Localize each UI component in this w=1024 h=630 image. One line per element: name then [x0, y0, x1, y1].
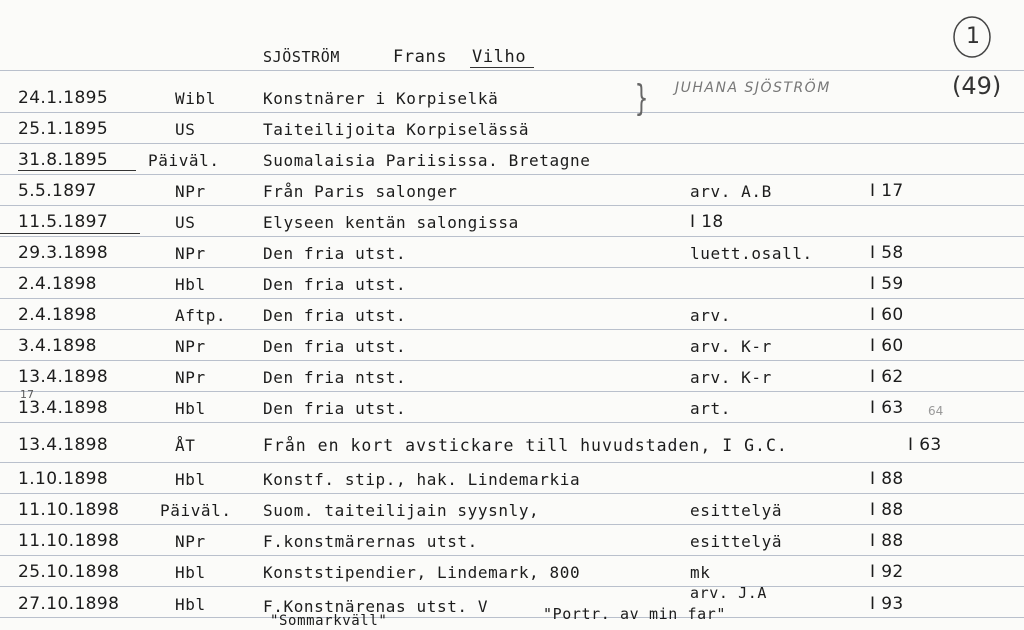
ruled-line — [0, 555, 1024, 556]
entry-title: Suom. taiteilijain syysnly, — [263, 501, 540, 520]
entry-paper: NPr — [175, 244, 206, 263]
circle-number: 1 — [966, 24, 980, 49]
entry-date: 11.10.1898 — [18, 531, 120, 551]
entry-note: esittelyä — [690, 501, 783, 520]
entry-note: arv. — [690, 306, 731, 325]
entry-title: Den fria utst. — [263, 275, 407, 294]
entry-title: Konststipendier, Lindemark, 800 — [263, 563, 581, 582]
entry-ref: I 88 — [870, 500, 904, 520]
entry-title: Den fria utst. — [263, 399, 407, 418]
entry-title: Suomalaisia Pariisissa. Bretagne — [263, 151, 591, 170]
entry-ref: I 92 — [870, 562, 904, 582]
entry-paper: US — [175, 213, 196, 232]
ruled-line — [0, 174, 1024, 175]
entry-paper: US — [175, 120, 196, 139]
ruled-line — [0, 422, 1024, 423]
ruled-line — [0, 524, 1024, 525]
entry-title: Taiteilijoita Korpiselässä — [263, 120, 530, 139]
entry-date: 3.4.1898 — [18, 336, 97, 356]
entry-date: 13.4.1898 — [18, 367, 109, 387]
ruled-line — [0, 391, 1024, 392]
entry-ref: I 59 — [870, 274, 904, 294]
entry-title: Elyseen kentän salongissa — [263, 213, 519, 232]
entry-title: Den fria utst. — [263, 306, 407, 325]
header-surname: SJÖSTRÖM — [263, 48, 341, 66]
continuation-left: "Sommarkväll" — [270, 613, 388, 629]
ruled-line — [0, 298, 1024, 299]
margin-brace: } — [634, 78, 649, 119]
entry-paper: Hbl — [175, 275, 206, 294]
ruled-line — [0, 493, 1024, 494]
entry-title: Den fria ntst. — [263, 368, 407, 387]
entry-paper: Hbl — [175, 563, 206, 582]
entry-date: 13.4.1898 — [18, 398, 109, 418]
ruled-line — [0, 112, 1024, 113]
entry-ref: I 62 — [870, 367, 904, 387]
entry-date: 13.4.1898 — [18, 435, 109, 455]
ruled-line — [0, 329, 1024, 330]
ruled-line — [0, 360, 1024, 361]
entry-title: Den fria utst. — [263, 337, 407, 356]
entry-date: 2.4.1898 — [18, 305, 97, 325]
handwritten-suffix: 64 — [928, 404, 944, 418]
entry-date: 29.3.1898 — [18, 243, 109, 263]
entry-paper: Aftp. — [175, 306, 227, 325]
entry-ref: I 58 — [870, 243, 904, 263]
entry-ref: I 93 — [870, 594, 904, 614]
entry-note: esittelyä — [690, 532, 783, 551]
entry-date: 11.5.1897 — [18, 212, 109, 232]
ruled-line — [0, 70, 1024, 71]
entry-date: 24.1.1895 — [18, 88, 109, 108]
paren-number: (49) — [952, 72, 1002, 100]
entry-note: arv. K-r — [690, 337, 772, 356]
entry-ref: I 60 — [870, 336, 904, 356]
entry-ref: I 88 — [870, 469, 904, 489]
header-given-name: Frans — [393, 47, 448, 67]
entry-paper: Hbl — [175, 470, 206, 489]
entry-paper: Päiväl. — [148, 151, 220, 170]
entry-note: arv. A.B — [690, 182, 772, 201]
name-underline — [470, 67, 534, 68]
ruled-line — [0, 267, 1024, 268]
entry-date: 2.4.1898 — [18, 274, 97, 294]
entry-paper: NPr — [175, 532, 206, 551]
entry-date: 1.10.1898 — [18, 469, 109, 489]
entry-date: 11.10.1898 — [18, 500, 120, 520]
entry-ref: I 63 — [908, 435, 942, 455]
handwritten-prefix: 17 — [20, 388, 34, 401]
entry-paper: NPr — [175, 368, 206, 387]
entry-paper: Päiväl. — [160, 501, 232, 520]
entry-paper: NPr — [175, 337, 206, 356]
entry-title: Konstnärer i Korpiselkä — [263, 89, 499, 108]
ruled-line — [0, 586, 1024, 587]
entry-paper: Hbl — [175, 399, 206, 418]
continuation-right: "Portr. av min far" — [543, 605, 726, 623]
entry-date: 5.5.1897 — [18, 181, 97, 201]
entry-note: mk — [690, 563, 711, 582]
ruled-line — [0, 143, 1024, 144]
entry-paper: ÅT — [175, 436, 196, 455]
entry-note: luett.osall. — [690, 244, 813, 263]
entry-note: arv. J.A — [690, 584, 768, 602]
margin-note-name: JUHANA SJÖSTRÖM — [675, 80, 831, 96]
entry-paper: Wibl — [175, 89, 216, 108]
ruled-line — [0, 617, 1024, 618]
ruled-line — [0, 205, 1024, 206]
entry-date: 31.8.1895 — [18, 150, 109, 170]
entry-note: arv. K-r — [690, 368, 772, 387]
entry-ref: I 17 — [870, 181, 904, 201]
entry-ref: I 63 — [870, 398, 904, 418]
entry-title: Konstf. stip., hak. Lindemarkia — [263, 470, 581, 489]
entry-title: F.Konstnärenas utst. V — [263, 597, 489, 616]
entry-paper: NPr — [175, 182, 206, 201]
entry-ref: I 60 — [870, 305, 904, 325]
entry-note: art. — [690, 399, 731, 418]
entry-paper: Hbl — [175, 595, 206, 614]
entry-title: Den fria utst. — [263, 244, 407, 263]
entry-title: Från en kort avstickare till huvudstaden, I G.C. — [263, 436, 788, 455]
ruled-line — [0, 236, 1024, 237]
entry-date: 25.10.1898 — [18, 562, 120, 582]
header-middle-name: Vilho — [472, 47, 527, 67]
entry-note: I 18 — [690, 212, 724, 232]
entry-date: 25.1.1895 — [18, 119, 109, 139]
entry-ref: I 88 — [870, 531, 904, 551]
date-underline — [18, 170, 136, 171]
entry-date: 27.10.1898 — [18, 594, 120, 614]
entry-title: Från Paris salonger — [263, 182, 458, 201]
entry-title: F.konstmärernas utst. — [263, 532, 478, 551]
date-underline — [0, 233, 140, 234]
ruled-line — [0, 462, 1024, 463]
